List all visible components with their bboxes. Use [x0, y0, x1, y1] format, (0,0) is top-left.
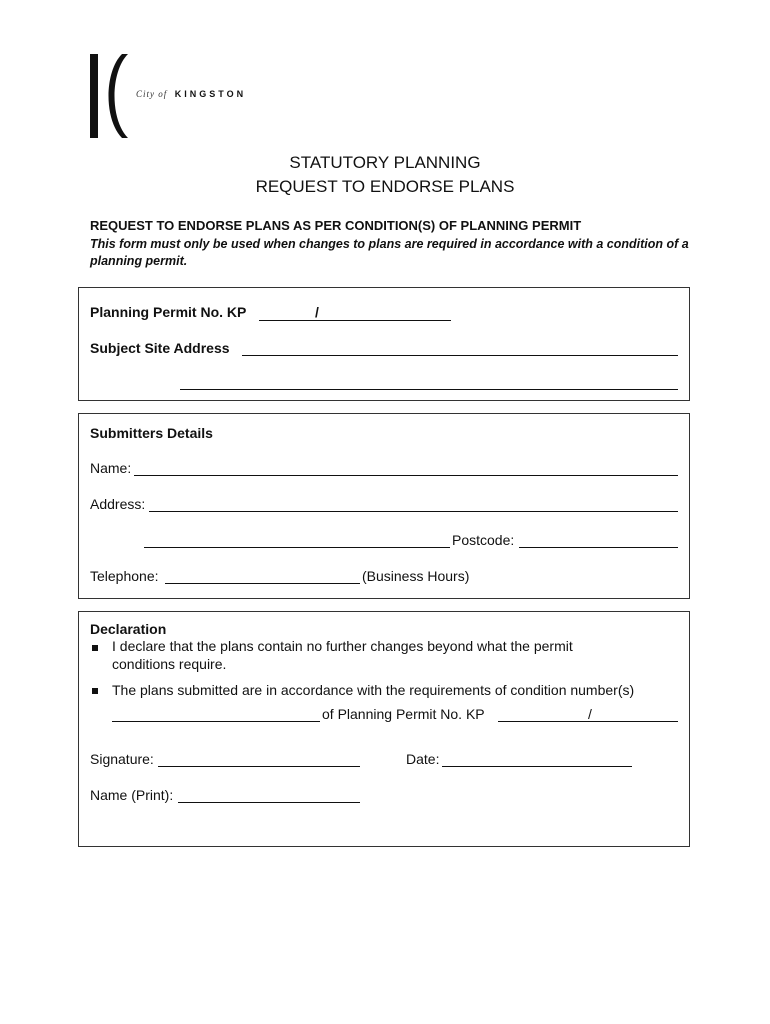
permit-number-label: Planning Permit No. KP: [90, 304, 247, 320]
site-address-label: Subject Site Address: [90, 340, 230, 356]
declaration-heading: Declaration: [90, 621, 167, 637]
page-title-line2: REQUEST TO ENDORSE PLANS: [255, 177, 515, 196]
form-subheading: REQUEST TO ENDORSE PLANS AS PER CONDITION(S) OF PLANNING PERMIT: [90, 218, 582, 233]
permit-number-separator: /: [315, 304, 319, 320]
condition-number-field[interactable]: [112, 721, 320, 722]
signature-label: Signature:: [90, 751, 154, 767]
of-permit-label: of Planning Permit No. KP: [322, 706, 485, 722]
telephone-label: Telephone:: [90, 568, 159, 584]
name-print-label: Name (Print):: [90, 787, 174, 803]
page-title-line1: STATUTORY PLANNING: [289, 153, 481, 172]
site-address-field-1[interactable]: [242, 355, 678, 356]
declaration-permit-separator: /: [588, 706, 592, 722]
declaration-bullet1-line1: I declare that the plans contain no further changes beyond what the permit: [112, 638, 573, 654]
form-intro: This form must only be used when changes to plans are required in accordance with a condition of a planning permit.: [90, 237, 689, 268]
declaration-bullet2: The plans submitted are in accordance with the requirements of condition number(s): [112, 682, 635, 698]
declaration-bullet1-line2: conditions require.: [112, 656, 227, 672]
city-of-kingston-logo-mark: [88, 54, 132, 138]
postcode-field[interactable]: [519, 547, 678, 548]
name-field[interactable]: [134, 475, 678, 476]
name-print-field[interactable]: [178, 802, 360, 803]
address-field-1[interactable]: [149, 511, 678, 512]
logo-kingston: KINGSTON: [174, 89, 247, 99]
business-hours-note: (Business Hours): [362, 568, 470, 584]
telephone-field[interactable]: [165, 583, 360, 584]
logo-wordmark: [136, 89, 246, 99]
site-address-field-2[interactable]: [180, 389, 678, 390]
address-label: Address:: [90, 496, 146, 512]
signature-field[interactable]: [158, 766, 360, 767]
date-label: Date:: [406, 751, 440, 767]
logo-city-of: City of: [136, 89, 168, 99]
bullet-icon: [92, 645, 98, 651]
name-label: Name:: [90, 460, 132, 476]
submitter-heading: Submitters Details: [90, 425, 213, 441]
postcode-label: Postcode:: [452, 532, 515, 548]
permit-number-field[interactable]: [259, 320, 451, 321]
address-field-2[interactable]: [144, 547, 450, 548]
bullet-icon: [92, 688, 98, 694]
date-field[interactable]: [442, 766, 632, 767]
